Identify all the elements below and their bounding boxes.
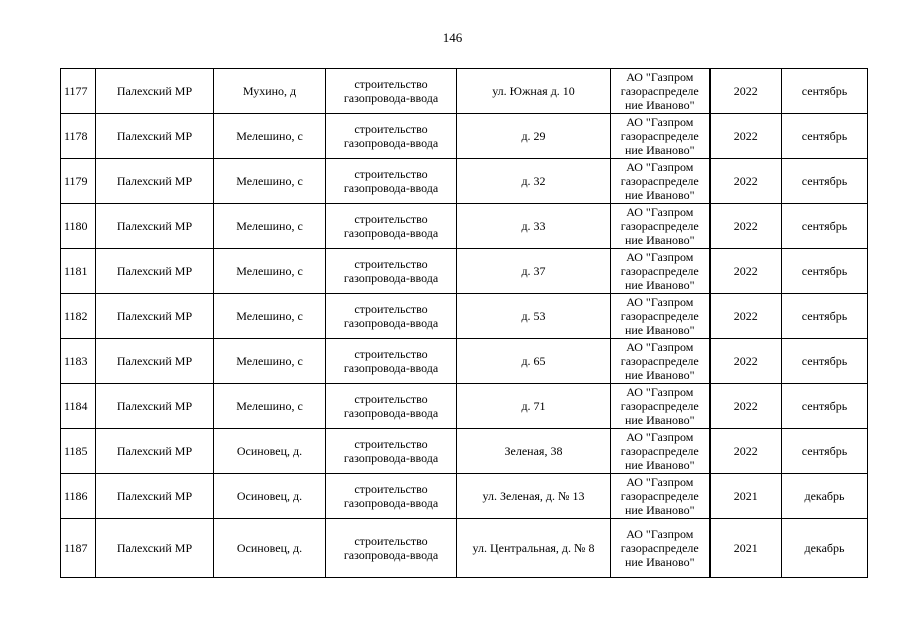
district-cell <box>96 159 214 204</box>
organization-line: АО "Газпром <box>626 527 694 541</box>
month-cell <box>782 429 868 474</box>
month-cell <box>782 474 868 519</box>
address-cell <box>457 69 611 114</box>
address-cell <box>457 159 611 204</box>
address-text: д. 32 <box>521 174 546 188</box>
district-name: Палехский МР <box>116 264 193 278</box>
district-cell <box>96 294 214 339</box>
row-number-cell <box>61 429 96 474</box>
work-type-line: газопровода-ввода <box>343 496 439 510</box>
table-row <box>61 384 868 429</box>
organization-line: газораспределе <box>620 264 699 278</box>
organization-line: ние Иваново" <box>624 503 695 517</box>
year-cell <box>710 204 782 249</box>
month-value: сентябрь <box>801 219 848 233</box>
organization-line: АО "Газпром <box>626 115 694 129</box>
work-type-cell <box>326 294 457 339</box>
month-value: декабрь <box>804 489 845 503</box>
district-name: Палехский МР <box>116 129 193 143</box>
organization-cell <box>611 339 710 384</box>
settlement-name: Мелешино, с <box>236 219 303 233</box>
year-cell <box>710 294 782 339</box>
table-row <box>61 429 868 474</box>
work-type-line: строительство <box>354 482 428 496</box>
work-type-cell <box>326 114 457 159</box>
address-cell <box>457 249 611 294</box>
year-value: 2021 <box>733 541 758 555</box>
table-row <box>61 249 868 294</box>
settlement-name: Мелешино, с <box>236 399 303 413</box>
district-cell <box>96 69 214 114</box>
address-cell <box>457 429 611 474</box>
year-cell <box>710 474 782 519</box>
table-row <box>61 114 868 159</box>
work-type-cell <box>326 204 457 249</box>
table-body <box>61 69 868 578</box>
table-row <box>61 159 868 204</box>
work-type-line: строительство <box>354 347 428 361</box>
year-cell <box>710 69 782 114</box>
month-cell <box>782 204 868 249</box>
table-row <box>61 474 868 519</box>
month-value: сентябрь <box>801 444 848 458</box>
district-cell <box>96 204 214 249</box>
work-type-cell <box>326 249 457 294</box>
organization-line: газораспределе <box>620 84 699 98</box>
organization-line: газораспределе <box>620 219 699 233</box>
address-text: д. 33 <box>521 219 546 233</box>
work-type-line: строительство <box>354 302 428 316</box>
row-number-cell <box>61 114 96 159</box>
year-cell <box>710 159 782 204</box>
work-type-line: газопровода-ввода <box>343 361 439 375</box>
district-cell <box>96 114 214 159</box>
organization-cell <box>611 294 710 339</box>
row-number: 1178 <box>64 129 88 143</box>
address-cell <box>457 474 611 519</box>
settlement-name: Осиновец, д. <box>236 489 303 503</box>
district-name: Палехский МР <box>116 399 193 413</box>
year-cell <box>710 429 782 474</box>
organization-line: газораспределе <box>620 489 699 503</box>
organization-line: ние Иваново" <box>624 458 695 472</box>
settlement-cell <box>214 69 326 114</box>
organization-line: газораспределе <box>620 129 699 143</box>
settlement-cell <box>214 159 326 204</box>
settlement-name: Мелешино, с <box>236 129 303 143</box>
settlement-name: Мелешино, с <box>236 354 303 368</box>
work-type-line: строительство <box>354 257 428 271</box>
settlement-cell <box>214 249 326 294</box>
year-cell <box>710 249 782 294</box>
district-name: Палехский МР <box>116 541 193 555</box>
address-text: ул. Центральная, д. № 8 <box>472 541 595 555</box>
settlement-cell <box>214 519 326 578</box>
organization-line: ние Иваново" <box>624 413 695 427</box>
organization-cell <box>611 384 710 429</box>
work-type-line: газопровода-ввода <box>343 91 439 105</box>
settlement-name: Мелешино, с <box>236 309 303 323</box>
organization-line: АО "Газпром <box>626 250 694 264</box>
organization-line: АО "Газпром <box>626 430 694 444</box>
organization-line: АО "Газпром <box>626 205 694 219</box>
month-value: сентябрь <box>801 84 848 98</box>
row-number-cell <box>61 474 96 519</box>
page-number: 146 <box>442 30 463 45</box>
organization-line: газораспределе <box>620 174 699 188</box>
year-cell <box>710 114 782 159</box>
work-type-line: газопровода-ввода <box>343 226 439 240</box>
month-cell <box>782 519 868 578</box>
district-cell <box>96 474 214 519</box>
address-cell <box>457 294 611 339</box>
row-number-cell <box>61 159 96 204</box>
settlement-cell <box>214 204 326 249</box>
row-number: 1187 <box>64 541 88 555</box>
work-type-line: строительство <box>354 437 428 451</box>
organization-line: ние Иваново" <box>624 278 695 292</box>
month-cell <box>782 339 868 384</box>
work-type-line: газопровода-ввода <box>343 406 439 420</box>
month-cell <box>782 294 868 339</box>
organization-cell <box>611 114 710 159</box>
organization-line: АО "Газпром <box>626 70 694 84</box>
organization-line: газораспределе <box>620 399 699 413</box>
organization-line: АО "Газпром <box>626 160 694 174</box>
organization-cell <box>611 249 710 294</box>
district-cell <box>96 519 214 578</box>
work-type-cell <box>326 474 457 519</box>
row-number-cell <box>61 339 96 384</box>
organization-line: ние Иваново" <box>624 188 695 202</box>
address-text: ул. Зеленая, д. № 13 <box>482 489 585 503</box>
year-value: 2022 <box>733 219 758 233</box>
month-value: сентябрь <box>801 174 848 188</box>
table-row <box>61 519 868 578</box>
settlement-cell <box>214 294 326 339</box>
organization-line: газораспределе <box>620 354 699 368</box>
organization-cell <box>611 204 710 249</box>
row-number-cell <box>61 519 96 578</box>
work-type-line: газопровода-ввода <box>343 181 439 195</box>
settlement-name: Осиновец, д. <box>236 444 303 458</box>
month-value: сентябрь <box>801 129 848 143</box>
settlement-name: Мелешино, с <box>236 264 303 278</box>
year-value: 2022 <box>733 84 758 98</box>
district-cell <box>96 384 214 429</box>
work-type-cell <box>326 384 457 429</box>
work-type-line: строительство <box>354 122 428 136</box>
table-row <box>61 69 868 114</box>
work-type-cell <box>326 69 457 114</box>
address-text: д. 37 <box>521 264 546 278</box>
address-text: д. 71 <box>521 399 546 413</box>
organization-cell <box>611 159 710 204</box>
year-value: 2022 <box>733 354 758 368</box>
organization-line: ние Иваново" <box>624 233 695 247</box>
district-cell <box>96 429 214 474</box>
work-type-line: газопровода-ввода <box>343 271 439 285</box>
settlement-cell <box>214 429 326 474</box>
table-row <box>61 339 868 384</box>
row-number-cell <box>61 249 96 294</box>
row-number: 1185 <box>64 444 88 458</box>
month-value: сентябрь <box>801 354 848 368</box>
work-type-line: строительство <box>354 77 428 91</box>
month-cell <box>782 249 868 294</box>
address-text: ул. Южная д. 10 <box>492 84 575 98</box>
work-type-line: строительство <box>354 534 428 548</box>
month-cell <box>782 384 868 429</box>
row-number-cell <box>61 384 96 429</box>
address-cell <box>457 339 611 384</box>
work-type-cell <box>326 339 457 384</box>
year-cell <box>710 339 782 384</box>
organization-line: ние Иваново" <box>624 143 695 157</box>
year-cell <box>710 384 782 429</box>
row-number-cell <box>61 69 96 114</box>
district-cell <box>96 339 214 384</box>
organization-cell <box>611 429 710 474</box>
address-text: д. 65 <box>521 354 546 368</box>
row-number: 1186 <box>64 489 88 503</box>
organization-line: АО "Газпром <box>626 295 694 309</box>
month-cell <box>782 159 868 204</box>
address-cell <box>457 519 611 578</box>
table-row <box>61 294 868 339</box>
row-number: 1181 <box>64 264 88 278</box>
organization-line: АО "Газпром <box>626 475 694 489</box>
work-type-line: строительство <box>354 392 428 406</box>
row-number: 1179 <box>64 174 88 188</box>
settlement-cell <box>214 384 326 429</box>
district-name: Палехский МР <box>116 309 193 323</box>
organization-line: газораспределе <box>620 309 699 323</box>
row-number: 1184 <box>64 399 88 413</box>
work-type-line: газопровода-ввода <box>343 136 439 150</box>
organization-line: АО "Газпром <box>626 340 694 354</box>
settlement-name: Мухино, д <box>242 84 297 98</box>
organization-cell <box>611 474 710 519</box>
district-name: Палехский МР <box>116 489 193 503</box>
work-type-cell <box>326 159 457 204</box>
organization-line: АО "Газпром <box>626 385 694 399</box>
month-value: декабрь <box>804 541 845 555</box>
organization-line: газораспределе <box>620 444 699 458</box>
work-type-line: газопровода-ввода <box>343 451 439 465</box>
organization-cell <box>611 69 710 114</box>
row-number: 1180 <box>64 219 88 233</box>
year-value: 2022 <box>733 399 758 413</box>
row-number: 1182 <box>64 309 88 323</box>
gas-connection-table <box>60 68 868 578</box>
address-text: д. 29 <box>521 129 546 143</box>
address-text: д. 53 <box>521 309 546 323</box>
year-value: 2022 <box>733 174 758 188</box>
settlement-cell <box>214 114 326 159</box>
district-name: Палехский МР <box>116 84 193 98</box>
address-cell <box>457 204 611 249</box>
year-cell <box>710 519 782 578</box>
row-number-cell <box>61 204 96 249</box>
settlement-cell <box>214 339 326 384</box>
month-value: сентябрь <box>801 399 848 413</box>
district-name: Палехский МР <box>116 354 193 368</box>
organization-cell <box>611 519 710 578</box>
table-row <box>61 204 868 249</box>
address-text: Зеленая, 38 <box>504 444 563 458</box>
month-cell <box>782 69 868 114</box>
year-value: 2022 <box>733 129 758 143</box>
row-number-cell <box>61 294 96 339</box>
row-number: 1177 <box>64 84 88 98</box>
year-value: 2022 <box>733 309 758 323</box>
organization-line: ние Иваново" <box>624 98 695 112</box>
work-type-cell <box>326 519 457 578</box>
year-value: 2022 <box>733 264 758 278</box>
district-name: Палехский МР <box>116 444 193 458</box>
month-cell <box>782 114 868 159</box>
district-cell <box>96 249 214 294</box>
district-name: Палехский МР <box>116 219 193 233</box>
organization-line: газораспределе <box>620 541 699 555</box>
organization-line: ние Иваново" <box>624 368 695 382</box>
district-name: Палехский МР <box>116 174 193 188</box>
work-type-line: газопровода-ввода <box>343 316 439 330</box>
settlement-cell <box>214 474 326 519</box>
address-cell <box>457 384 611 429</box>
work-type-line: строительство <box>354 167 428 181</box>
work-type-line: строительство <box>354 212 428 226</box>
work-type-line: газопровода-ввода <box>343 548 439 562</box>
organization-line: ние Иваново" <box>624 555 695 569</box>
year-value: 2021 <box>733 489 758 503</box>
row-number: 1183 <box>64 354 88 368</box>
work-type-cell <box>326 429 457 474</box>
settlement-name: Осиновец, д. <box>236 541 303 555</box>
settlement-name: Мелешино, с <box>236 174 303 188</box>
organization-line: ние Иваново" <box>624 323 695 337</box>
month-value: сентябрь <box>801 264 848 278</box>
month-value: сентябрь <box>801 309 848 323</box>
year-value: 2022 <box>733 444 758 458</box>
address-cell <box>457 114 611 159</box>
